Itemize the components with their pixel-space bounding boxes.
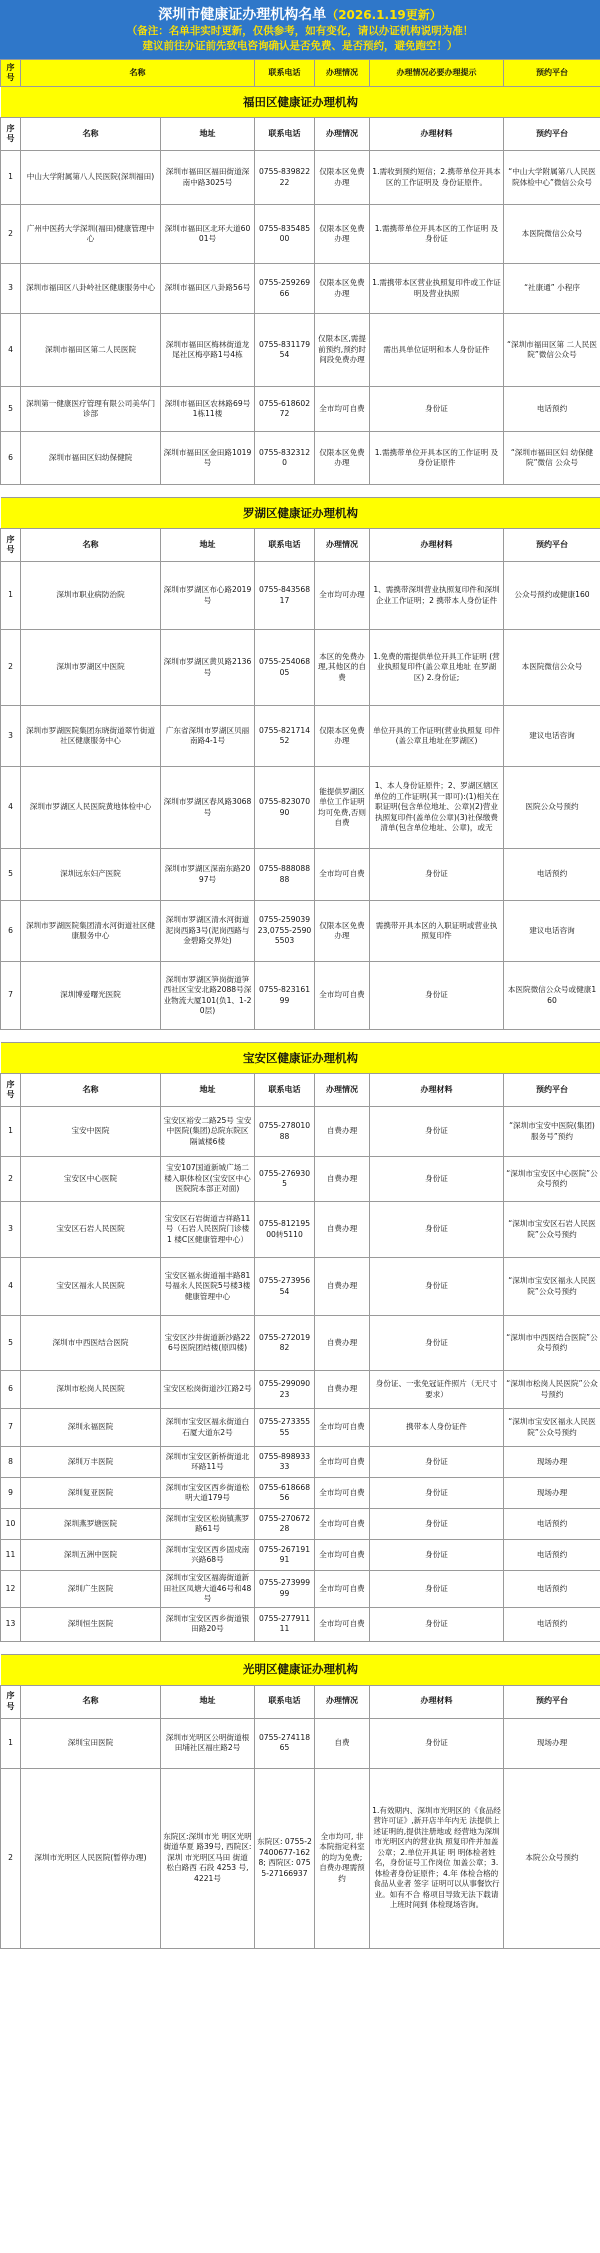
table-row <box>1 1316 600 1371</box>
required-materials: 身份证 <box>370 1157 504 1202</box>
required-materials: 身份证 <box>370 1607 504 1641</box>
phone: 0755-27395654 <box>255 1258 315 1316</box>
table-row <box>1 1571 600 1608</box>
booking-platform: 建议电话咨询 <box>504 901 600 962</box>
handling-status: 仅限本区免费办理 <box>315 151 370 205</box>
column-header-required-materials: 办理材料 <box>370 1685 504 1718</box>
column-header-row <box>1 118 600 151</box>
booking-platform: “深圳市宝安区石岩人民医院”公众号预约 <box>504 1202 600 1258</box>
row-number: 1 <box>1 562 21 630</box>
institutions-table <box>0 59 600 1949</box>
required-materials: 身份证 <box>370 1540 504 1571</box>
address: 深圳市光明区公明街道根田埔社区福庄路2号 <box>161 1718 255 1768</box>
table-row <box>1 767 600 849</box>
row-number: 7 <box>1 962 21 1030</box>
booking-platform: “深圳市宝安区福永人民医院”公众号预约 <box>504 1409 600 1447</box>
table-row <box>1 1107 600 1157</box>
phone: 0755-83548500 <box>255 205 315 264</box>
address: 宝安区松岗街道沙江路2号 <box>161 1371 255 1409</box>
table-row <box>1 1607 600 1641</box>
institution-name: 深圳宝田医院 <box>21 1718 161 1768</box>
booking-platform: 建议电话咨询 <box>504 706 600 767</box>
required-materials: 1.需携带单位开具本区的工作证明 及身份证原件 <box>370 432 504 485</box>
required-materials: 1、本人身份证原件；2、罗湖区辖区单位的工作证明(其一即可):(1)相关在职证明(包含单位地址、公章)(2)营业执照复印件(盖单位公章)(3)社保缴费清单(包含单位地址、公章)，或无 <box>370 767 504 849</box>
booking-platform: 本医院微信公众号 <box>504 630 600 706</box>
institution-name: 深圳博爱曙光医院 <box>21 962 161 1030</box>
institution-name: 深圳市罗湖区中医院 <box>21 630 161 706</box>
booking-platform: “中山大学附属第八人民医院体检中心”微信公众号 <box>504 151 600 205</box>
column-header-phone: 联系电话 <box>255 529 315 562</box>
required-materials: 身份证 <box>370 1447 504 1478</box>
handling-status: 自费办理 <box>315 1202 370 1258</box>
row-number: 1 <box>1 1107 21 1157</box>
column-header-row-number: 序号 <box>1 1074 21 1107</box>
handling-status: 全市均可自费 <box>315 1571 370 1608</box>
booking-platform: “深圳市松岗人民医院”公众号预约 <box>504 1371 600 1409</box>
table-row <box>1 1371 600 1409</box>
institution-name: 深圳市福田区第二人民医院 <box>21 314 161 387</box>
row-number: 3 <box>1 1202 21 1258</box>
institution-name: 深圳市福田区妇幼保健院 <box>21 432 161 485</box>
row-number: 2 <box>1 1157 21 1202</box>
phone: 0755-27201982 <box>255 1316 315 1371</box>
district-title: 福田区健康证办理机构 <box>1 87 600 118</box>
handling-status: 全市均可自费 <box>315 1478 370 1509</box>
table-row <box>1 1409 600 1447</box>
booking-platform: 公众号预约或健康160 <box>504 562 600 630</box>
column-header-address: 地址 <box>161 1685 255 1718</box>
table-row <box>1 314 600 387</box>
handling-status: 仅限本区免费办理 <box>315 264 370 314</box>
institution-name: 深圳市罗湖医院集团东晓街道翠竹街道社区健康服务中心 <box>21 706 161 767</box>
row-number: 6 <box>1 432 21 485</box>
column-header-row-number: 序号 <box>1 1685 21 1718</box>
address: 广东省深圳市罗湖区贝丽南路4-1号 <box>161 706 255 767</box>
phone: 0755-8323120 <box>255 432 315 485</box>
main-header-booking: 预约平台 <box>504 60 600 87</box>
column-header-booking-platform: 预约平台 <box>504 1074 600 1107</box>
handling-status: 全市均可自费 <box>315 849 370 901</box>
table-row <box>1 901 600 962</box>
address: 深圳市宝安区西乡固戍南兴路68号 <box>161 1540 255 1571</box>
institution-name: 宝安区福永人民医院 <box>21 1258 161 1316</box>
handling-status: 仅限本区,需提前预约,预约时间段免费办理 <box>315 314 370 387</box>
required-materials: 1.有效期内、深圳市光明区的《食品经营许可证》,新开店半年内无 法提供上述证明的,提供注册地或 经营地为深圳市光明区内的营业执 照复印件并加盖公章；2.单位开具证 明 明体检者姓名，身份证号工作岗位 加盖公章；3.体检者身份证原件；4.年 体检合格的食品从业者 签字 证明可以从事餐饮行业。如有不合 格项目导致无法下载请上班时间到 体检现场咨询。 <box>370 1768 504 1948</box>
column-header-handling-status: 办理情况 <box>315 1074 370 1107</box>
address: 深圳市罗湖区清水河街道泥岗西路3号(泥岗西路与金碧路交界处) <box>161 901 255 962</box>
column-header-booking-platform: 预约平台 <box>504 1685 600 1718</box>
institution-name: 深圳市罗湖区人民医院黄地体检中心 <box>21 767 161 849</box>
required-materials: 需携带开具本区的入职证明或营业执照复印件 <box>370 901 504 962</box>
table-row <box>1 1447 600 1478</box>
booking-platform: 现场办理 <box>504 1447 600 1478</box>
address: 宝安区沙井街道新沙路226号医院团结楼(原四楼) <box>161 1316 255 1371</box>
column-header-institution-name: 名称 <box>21 118 161 151</box>
booking-platform: 现场办理 <box>504 1718 600 1768</box>
required-materials: 身份证 <box>370 962 504 1030</box>
booking-platform: 本医院微信公众号 <box>504 205 600 264</box>
main-header-status: 办理情况 <box>315 60 370 87</box>
required-materials: 单位开具的工作证明(营业执照复 印件(盖公章且地址在罗湖区) <box>370 706 504 767</box>
row-number: 6 <box>1 901 21 962</box>
column-header-booking-platform: 预约平台 <box>504 529 600 562</box>
section-gap <box>1 485 600 498</box>
phone: 0755-27801088 <box>255 1107 315 1157</box>
column-header-required-materials: 办理材料 <box>370 1074 504 1107</box>
row-number: 4 <box>1 314 21 387</box>
required-materials: 1.免费的需提供单位开具工作证明 (营业执照复印件(盖公章且地址 在罗湖区) 2.身份证; <box>370 630 504 706</box>
phone: 0755-82316199 <box>255 962 315 1030</box>
row-number: 5 <box>1 849 21 901</box>
table-row <box>1 1718 600 1768</box>
address: 深圳市宝安区福海街道新田社区凤塘大道46号和48号 <box>161 1571 255 1608</box>
note-line-1: （备注：名单非实时更新，仅供参考，如有变化，请以办证机构说明为准！ <box>126 25 474 37</box>
required-materials: 1、需携带深圳营业执照复印件和深圳企业工作证明；2 携带本人身份证件 <box>370 562 504 630</box>
table-row <box>1 432 600 485</box>
address: 深圳市宝安区西乡街道松明大道179号 <box>161 1478 255 1509</box>
column-header-handling-status: 办理情况 <box>315 1685 370 1718</box>
institution-name: 深圳市中西医结合医院 <box>21 1316 161 1371</box>
address: 宝安区裕安二路25号 宝安中医院(集团)总院东院区 隔诚楼6楼 <box>161 1107 255 1157</box>
note-line-2: 建议前往办证前先致电咨询确认是否免费、是否预约，避免跑空！） <box>142 40 458 52</box>
address: 深圳市宝安区福永街道白石厦大道东2号 <box>161 1409 255 1447</box>
row-number: 3 <box>1 264 21 314</box>
handling-status: 自费办理 <box>315 1316 370 1371</box>
address: 深圳市罗湖区布心路2019号 <box>161 562 255 630</box>
institution-name: 深圳五洲中医院 <box>21 1540 161 1571</box>
address: 宝安区石岩街道吉祥路11号（石岩人民医院门诊楼 1 楼C区健康管理中心） <box>161 1202 255 1258</box>
booking-platform: 电话预约 <box>504 1607 600 1641</box>
phone: 0755-29909023 <box>255 1371 315 1409</box>
institution-name: 深圳市职业病防治院 <box>21 562 161 630</box>
institution-name: 宝安区中心医院 <box>21 1157 161 1202</box>
handling-status: 全市均可自费 <box>315 1509 370 1540</box>
required-materials: 身份证、一张免冠证件照片（无尺寸要求） <box>370 1371 504 1409</box>
row-number: 3 <box>1 706 21 767</box>
booking-platform: “深圳市中西医结合医院”公众号预约 <box>504 1316 600 1371</box>
phone: 0755-61860272 <box>255 387 315 432</box>
address: 宝安107国道新城广场二楼入职体检区(宝安区中心医院院本部正对面) <box>161 1157 255 1202</box>
row-number: 5 <box>1 387 21 432</box>
address: 深圳市罗湖区春风路3068号 <box>161 767 255 849</box>
booking-platform: 电话预约 <box>504 1509 600 1540</box>
institution-name: 深圳第一健康医疗管理有限公司美华门诊部 <box>21 387 161 432</box>
institution-name: 深圳市松岗人民医院 <box>21 1371 161 1409</box>
table-row <box>1 962 600 1030</box>
handling-status: 全市均可自费 <box>315 387 370 432</box>
booking-platform: 本医院微信公众号或健康160 <box>504 962 600 1030</box>
phone: 东院区: 0755-27400677-1628; 西院区: 0755-27166937 <box>255 1768 315 1948</box>
district-title: 光明区健康证办理机构 <box>1 1654 600 1685</box>
table-row <box>1 562 600 630</box>
column-header-handling-status: 办理情况 <box>315 118 370 151</box>
table-row <box>1 1258 600 1316</box>
required-materials: 身份证 <box>370 1258 504 1316</box>
section-gap-cell <box>1 1641 600 1654</box>
row-number: 1 <box>1 151 21 205</box>
institution-name: 深圳永福医院 <box>21 1409 161 1447</box>
main-header-name: 名称 <box>21 60 255 87</box>
main-header-tips: 办理情况必要办理提示 <box>370 60 504 87</box>
column-header-booking-platform: 预约平台 <box>504 118 600 151</box>
row-number: 4 <box>1 767 21 849</box>
column-header-institution-name: 名称 <box>21 1685 161 1718</box>
required-materials: 1.需携带单位开具本区的工作证明 及身份证 <box>370 205 504 264</box>
district-header <box>1 1654 600 1685</box>
handling-status: 仅限本区免费办理 <box>315 901 370 962</box>
main-header-no: 序号 <box>1 60 21 87</box>
address: 深圳市福田区福田街道深南中路3025号 <box>161 151 255 205</box>
phone: 0755-81219500转5110 <box>255 1202 315 1258</box>
main-header-tel: 联系电话 <box>255 60 315 87</box>
address: 深圳市福田区八卦路56号 <box>161 264 255 314</box>
table-row <box>1 630 600 706</box>
table-row <box>1 1509 600 1540</box>
handling-status: 全市均可办理 <box>315 562 370 630</box>
phone: 0755-25926966 <box>255 264 315 314</box>
required-materials: 身份证 <box>370 1478 504 1509</box>
table-row <box>1 1478 600 1509</box>
row-number: 2 <box>1 205 21 264</box>
address: 深圳市福田区北环大道6001号 <box>161 205 255 264</box>
district-header <box>1 498 600 529</box>
table-row <box>1 1157 600 1202</box>
booking-platform: “深圳市福田区第 二人民医院”微信公众号 <box>504 314 600 387</box>
section-gap-cell <box>1 1030 600 1043</box>
column-header-row <box>1 1685 600 1718</box>
required-materials: 携带本人身份证件 <box>370 1409 504 1447</box>
handling-status: 本区的免费办理,其他区的自费 <box>315 630 370 706</box>
row-number: 5 <box>1 1316 21 1371</box>
row-number: 2 <box>1 1768 21 1948</box>
column-header-phone: 联系电话 <box>255 118 315 151</box>
column-header-row-number: 序号 <box>1 118 21 151</box>
row-number: 12 <box>1 1571 21 1608</box>
address: 深圳市福田区梅林街道龙尾社区梅亭路1号4栋 <box>161 314 255 387</box>
booking-platform: “社康通” 小程序 <box>504 264 600 314</box>
column-header-address: 地址 <box>161 529 255 562</box>
address: 深圳市罗湖区深南东路2097号 <box>161 849 255 901</box>
phone: 0755-83982222 <box>255 151 315 205</box>
row-number: 11 <box>1 1540 21 1571</box>
booking-platform: “深圳市福田区妇 幼保健院”微信 公众号 <box>504 432 600 485</box>
phone: 0755-82307090 <box>255 767 315 849</box>
handling-status: 自费办理 <box>315 1371 370 1409</box>
row-number: 7 <box>1 1409 21 1447</box>
handling-status: 仅限本区免费办理 <box>315 205 370 264</box>
booking-platform: 电话预约 <box>504 1540 600 1571</box>
phone: 0755-27399999 <box>255 1571 315 1608</box>
column-header-row <box>1 529 600 562</box>
column-header-row-number: 序号 <box>1 529 21 562</box>
row-number: 10 <box>1 1509 21 1540</box>
phone: 0755-82171452 <box>255 706 315 767</box>
section-gap-cell <box>1 485 600 498</box>
booking-platform: 本院公众号预约 <box>504 1768 600 1948</box>
required-materials: 身份证 <box>370 1202 504 1258</box>
phone: 0755-25903923,0755-25905503 <box>255 901 315 962</box>
handling-status: 全市均可, 非本院指定科室的均为免费; 自费办理需预约 <box>315 1768 370 1948</box>
address: 深圳市宝安区西乡街道银田路20号 <box>161 1607 255 1641</box>
address: 东院区:深圳市光 明区光明街道华夏 路39号, 西院区:深圳 市光明区马田 街道 松白路西 石段 4253 号, 4221号 <box>161 1768 255 1948</box>
title-block <box>0 0 600 59</box>
institution-name: 宝安中医院 <box>21 1107 161 1157</box>
institution-name: 深圳广生医院 <box>21 1571 161 1608</box>
institution-name: 中山大学附属第八人民医院(深圳福田) <box>21 151 161 205</box>
row-number: 9 <box>1 1478 21 1509</box>
column-header-address: 地址 <box>161 118 255 151</box>
row-number: 1 <box>1 1718 21 1768</box>
column-header-phone: 联系电话 <box>255 1074 315 1107</box>
table-row <box>1 1768 600 1948</box>
address: 深圳市宝安区新桥街道北环路11号 <box>161 1447 255 1478</box>
phone: 0755-89893333 <box>255 1447 315 1478</box>
section-gap <box>1 1030 600 1043</box>
booking-platform: 医院公众号预约 <box>504 767 600 849</box>
phone: 0755-83117954 <box>255 314 315 387</box>
handling-status: 全市均可自费 <box>315 1447 370 1478</box>
column-header-handling-status: 办理情况 <box>315 529 370 562</box>
phone: 0755-61866856 <box>255 1478 315 1509</box>
handling-status: 全市均可自费 <box>315 962 370 1030</box>
column-header-institution-name: 名称 <box>21 1074 161 1107</box>
handling-status: 能提供罗湖区单位工作证明均可免费,否则自费 <box>315 767 370 849</box>
handling-status: 自费办理 <box>315 1157 370 1202</box>
address: 深圳市宝安区松岗镇燕罗路61号 <box>161 1509 255 1540</box>
institution-name: 深圳恒生医院 <box>21 1607 161 1641</box>
column-header-required-materials: 办理材料 <box>370 118 504 151</box>
institution-name: 宝安区石岩人民医院 <box>21 1202 161 1258</box>
table-body <box>1 60 600 1949</box>
institution-name: 深圳市光明区人民医院(暂停办理) <box>21 1768 161 1948</box>
phone: 0755-27335555 <box>255 1409 315 1447</box>
column-header-required-materials: 办理材料 <box>370 529 504 562</box>
phone: 0755-2769305 <box>255 1157 315 1202</box>
required-materials: 身份证 <box>370 1509 504 1540</box>
required-materials: 身份证 <box>370 1571 504 1608</box>
district-header <box>1 87 600 118</box>
title-text: 深圳市健康证办理机构名单 <box>158 7 327 23</box>
required-materials: 需出具单位证明和本人身份证件 <box>370 314 504 387</box>
institution-name: 深圳市福田区八卦岭社区健康服务中心 <box>21 264 161 314</box>
phone: 0755-88808888 <box>255 849 315 901</box>
table-row <box>1 151 600 205</box>
table-row <box>1 1202 600 1258</box>
district-header <box>1 1043 600 1074</box>
address: 宝安区福永街道福丰路81号福永人民医院5号楼3楼健康管理中心 <box>161 1258 255 1316</box>
row-number: 8 <box>1 1447 21 1478</box>
institution-name: 深圳燕罗塘医院 <box>21 1509 161 1540</box>
row-number: 13 <box>1 1607 21 1641</box>
table-row <box>1 849 600 901</box>
handling-status: 仅限本区免费办理 <box>315 706 370 767</box>
required-materials: 身份证 <box>370 849 504 901</box>
required-materials: 身份证 <box>370 1316 504 1371</box>
row-number: 2 <box>1 630 21 706</box>
address: 深圳市罗湖区黄贝路2136号 <box>161 630 255 706</box>
section-gap <box>1 1641 600 1654</box>
row-number: 4 <box>1 1258 21 1316</box>
address: 深圳市罗湖区笋岗街道笋西社区宝安北路2088号深业物流大厦101(负1、1-20层) <box>161 962 255 1030</box>
booking-platform: 电话预约 <box>504 849 600 901</box>
address: 深圳市福田区农林路69号1栋11楼 <box>161 387 255 432</box>
table-row <box>1 205 600 264</box>
phone: 0755-26719191 <box>255 1540 315 1571</box>
phone: 0755-27067228 <box>255 1509 315 1540</box>
row-number: 6 <box>1 1371 21 1409</box>
booking-platform: “深圳市宝安中医院(集团)服务号”预约 <box>504 1107 600 1157</box>
institution-name: 深圳市罗湖医院集团清水河街道社区健康服务中心 <box>21 901 161 962</box>
required-materials: 1.需收到预约短信；2.携带单位开具本区的工作证明及 身份证原件。 <box>370 151 504 205</box>
address: 深圳市福田区金田路1019号 <box>161 432 255 485</box>
district-title: 罗湖区健康证办理机构 <box>1 498 600 529</box>
column-header-institution-name: 名称 <box>21 529 161 562</box>
column-header-address: 地址 <box>161 1074 255 1107</box>
table-row <box>1 387 600 432</box>
column-header-phone: 联系电话 <box>255 1685 315 1718</box>
handling-status: 自费办理 <box>315 1258 370 1316</box>
booking-platform: “深圳市宝安区中心医院”公众号预约 <box>504 1157 600 1202</box>
required-materials: 身份证 <box>370 1718 504 1768</box>
district-title: 宝安区健康证办理机构 <box>1 1043 600 1074</box>
table-row <box>1 1540 600 1571</box>
table-row <box>1 706 600 767</box>
table-row <box>1 264 600 314</box>
booking-platform: 现场办理 <box>504 1478 600 1509</box>
main-header-row <box>1 60 600 87</box>
handling-status: 仅限本区免费办理 <box>315 432 370 485</box>
phone: 0755-84356817 <box>255 562 315 630</box>
required-materials: 1.需携带本区营业执照复印件或工作证明及营业执照 <box>370 264 504 314</box>
institution-name: 深圳复亚医院 <box>21 1478 161 1509</box>
phone: 0755-25406805 <box>255 630 315 706</box>
booking-platform: 电话预约 <box>504 387 600 432</box>
institution-name: 深圳万丰医院 <box>21 1447 161 1478</box>
column-header-row <box>1 1074 600 1107</box>
handling-status: 全市均可自费 <box>315 1540 370 1571</box>
handling-status: 全市均可自费 <box>315 1607 370 1641</box>
institution-name: 广州中医药大学深圳(福田)健康管理中心 <box>21 205 161 264</box>
phone: 0755-27791111 <box>255 1607 315 1641</box>
updated-date: （2026.1.19更新） <box>326 8 442 22</box>
handling-status: 自费办理 <box>315 1107 370 1157</box>
required-materials: 身份证 <box>370 1107 504 1157</box>
handling-status: 自费 <box>315 1718 370 1768</box>
booking-platform: “深圳市宝安区福永人民医院”公众号预约 <box>504 1258 600 1316</box>
handling-status: 全市均可自费 <box>315 1409 370 1447</box>
page-title <box>4 6 596 24</box>
phone: 0755-27411865 <box>255 1718 315 1768</box>
required-materials: 身份证 <box>370 387 504 432</box>
booking-platform: 电话预约 <box>504 1571 600 1608</box>
institution-name: 深圳远东妇产医院 <box>21 849 161 901</box>
